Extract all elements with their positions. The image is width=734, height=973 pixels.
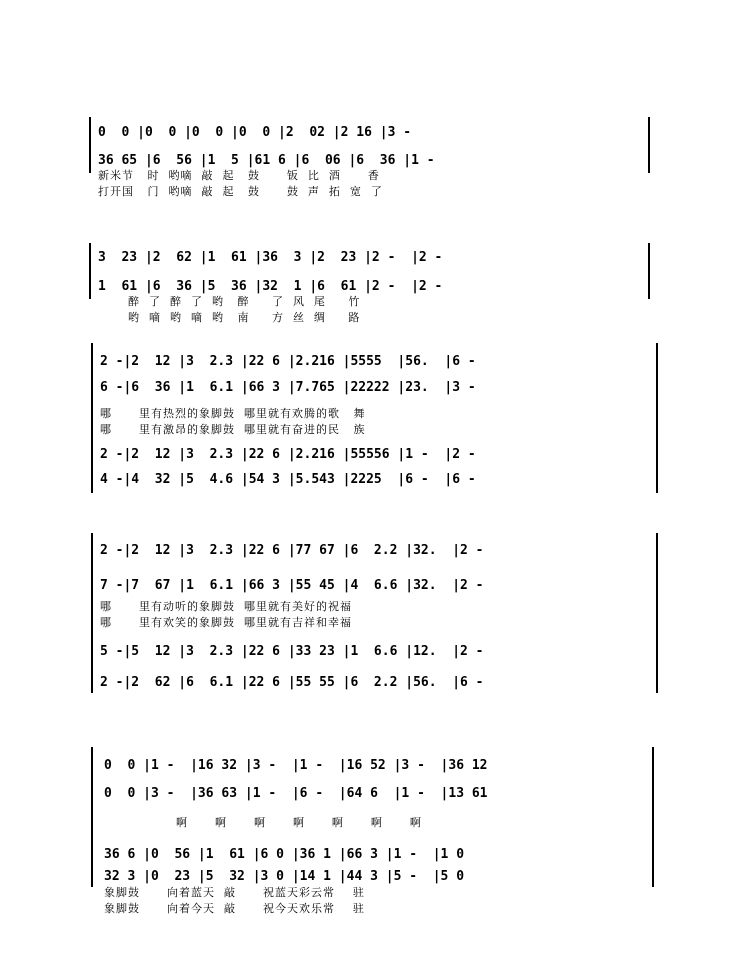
part-1-voice-2: 1 61 |6 36 |5 36 |32 1 |6 61 |2 - |2 - [98,279,443,294]
part-1-voice-2: 6 -|6 36 |1 6.1 |66 3 |7.765 |22222 |23. |3 - [100,380,476,395]
system-end-bar [656,533,658,693]
part-2-voice-2: 4 -|4 32 |5 4.6 |54 3 |5.543 |2225 |6 - |6 - [100,472,476,487]
part-1-voice-1: 3 23 |2 62 |1 61 |36 3 |2 23 |2 - |2 - [98,250,443,265]
lyric-line-1: 醉 了 醉 了 哟 醉 了 风 尾 竹 [128,295,361,308]
mid-lyric-line: 啊 啊 啊 啊 啊 啊 啊 [176,816,422,829]
part-1-voice-1: 2 -|2 12 |3 2.3 |22 6 |2.216 |5555 |56. |6 - [100,354,476,369]
system-bracket-line [89,117,91,173]
part-1-voice-1: 2 -|2 12 |3 2.3 |22 6 |77 67 |6 2.2 |32. |2 - [100,543,484,558]
part-2-voice-2: 32 3 |0 23 |5 32 |3 0 |14 1 |44 3 |5 - |5 0 [104,869,465,884]
system-bracket-line [91,533,93,693]
system-bracket-line [91,747,93,887]
lyric-line-2: 象脚鼓 向着今天 敲 祝今天欢乐常 驻 [104,902,365,915]
lyric-line-1: 哪 里有热烈的象脚鼓 哪里就有欢腾的歌 舞 [100,407,366,420]
part-1-voice-2: 0 0 |3 - |36 63 |1 - |6 - |64 6 |1 - |13 61 [104,786,488,801]
system-bracket-line [89,243,91,299]
system-end-bar [648,243,650,299]
lyric-line-1: 象脚鼓 向着蓝天 敲 祝蓝天彩云常 驻 [104,886,365,899]
lyric-line-1: 哪 里有动听的象脚鼓 哪里就有美好的祝福 [100,600,352,613]
part-1-voice-1: 0 0 |0 0 |0 0 |0 0 |2 02 |2 16 |3 - [98,125,412,140]
part-1-voice-1: 0 0 |1 - |16 32 |3 - |1 - |16 52 |3 - |36 12 [104,758,488,773]
lyric-line-2: 哪 里有激昂的象脚鼓 哪里就有奋进的民 族 [100,423,366,436]
lyric-line-1: 新米节 时 哟嘀 敲 起 鼓 钣 比 酒 香 [98,169,380,182]
part-2-voice-1: 2 -|2 12 |3 2.3 |22 6 |2.216 |55556 |1 - |2 - [100,447,476,462]
lyric-line-2: 哪 里有欢笑的象脚鼓 哪里就有吉祥和幸福 [100,616,352,629]
system-end-bar [656,343,658,493]
part-1-voice-2: 36 65 |6 56 |1 5 |61 6 |6 06 |6 36 |1 - [98,153,435,168]
part-1-voice-2: 7 -|7 67 |1 6.1 |66 3 |55 45 |4 6.6 |32. |2 - [100,578,484,593]
system-end-bar [652,747,654,887]
lyric-line-2: 打开国 门 哟嘀 敲 起 鼓 鼓 声 拓 宽 了 [98,185,383,198]
system-bracket-line [91,343,93,493]
lyric-line-2: 哟 嘀 哟 嘀 哟 南 方 丝 绸 路 [128,311,361,324]
part-2-voice-1: 5 -|5 12 |3 2.3 |22 6 |33 23 |1 6.6 |12. |2 - [100,644,484,659]
part-2-voice-1: 36 6 |0 56 |1 61 |6 0 |36 1 |66 3 |1 - |1 0 [104,847,465,862]
system-end-bar [648,117,650,173]
part-2-voice-2: 2 -|2 62 |6 6.1 |22 6 |55 55 |6 2.2 |56. |6 - [100,675,484,690]
